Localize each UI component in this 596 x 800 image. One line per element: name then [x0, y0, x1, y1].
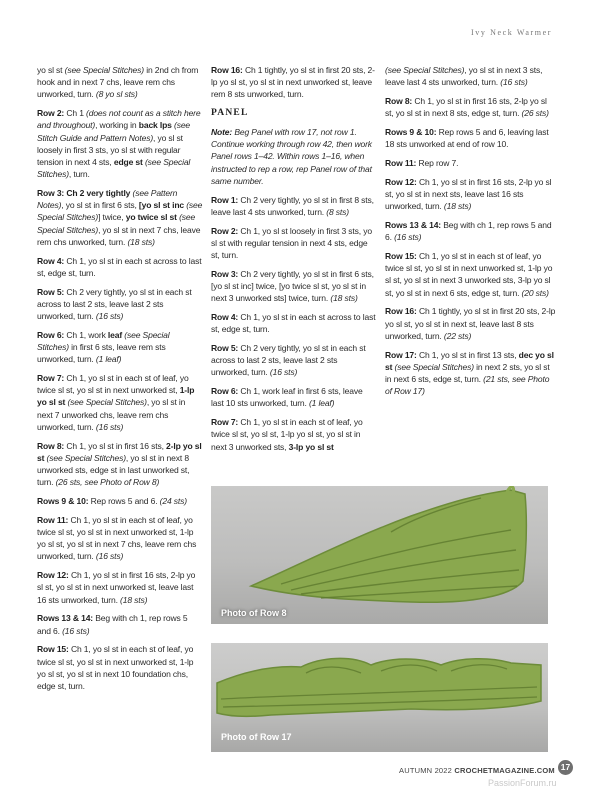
instruction-paragraph: Rows 9 & 10: Rep rows 5 and 6, leaving last 18 sts unworked at end of row 10.	[385, 127, 549, 150]
instruction-paragraph: Row 12: Ch 1, yo sl st in first 16 sts, 2-lp yo sl st, yo sl st in next unworked st, leave last 16 sts unworked, turn. (18 sts)	[37, 570, 196, 605]
instruction-paragraph: Rows 9 & 10: Rep rows 5 and 6. (24 sts)	[37, 496, 187, 507]
instruction-paragraph: Row 8: Ch 1, yo sl st in first 16 sts, 2-lp yo sl st (see Special Stitches), yo sl st in next 8 unworked sts, edge st in last unworked st, turn. (26 sts, see Photo of Row 8)	[37, 440, 202, 488]
instruction-paragraph: Row 15: Ch 1, yo sl st in each st of leaf, yo twice sl st, yo sl st in next unworked st, 1-lp yo sl st, yo sl st in next 10 foundation chs, edge st, turn.	[37, 644, 194, 692]
instruction-paragraph: Row 3: Ch 2 very tightly (see Pattern Notes), yo sl st in first 6 sts, [yo sl st inc (see Special Stitches)] twice, yo twice sl st (see Special Stitches), yo sl st in next 7 chs, leave rem chs unworked, turn. (18 sts)	[37, 188, 203, 247]
instruction-paragraph: Row 4: Ch 1, yo sl st in each st across to last st, edge st, turn.	[211, 312, 376, 335]
footer-season: AUTUMN 2022	[399, 766, 453, 775]
instruction-paragraph: Row 6: Ch 1, work leaf in first 6 sts, leave last 10 sts unworked, turn. (1 leaf)	[211, 386, 363, 409]
page-number: 17	[558, 760, 573, 775]
instruction-paragraph: Row 11: Ch 1, yo sl st in each st of leaf, yo twice sl st, yo sl st in next unworked st, 1-lp yo sl st, yo sl st in next 7 chs, leave rem chs unworked, turn. (16 sts)	[37, 514, 197, 562]
watermark: PassionForum.ru	[488, 778, 557, 788]
section-heading: PANEL	[211, 108, 249, 119]
photo-row-8-caption: Photo of Row 8	[221, 608, 287, 618]
text-column-2	[211, 64, 377, 459]
instruction-paragraph: Row 5: Ch 2 very tightly, yo sl st in each st across to last 2 sts, leave last 2 sts unworked, turn. (16 sts)	[37, 286, 192, 322]
running-header: Ivy Neck Warmer	[471, 28, 552, 37]
instruction-paragraph: Rows 13 & 14: Beg with ch 1, rep rows 5 and 6. (16 sts)	[37, 613, 188, 636]
instruction-paragraph: (see Special Stitches), yo sl st in next 3 sts, leave last 4 sts unworked, turn. (16 sts)	[385, 65, 543, 88]
photo-row-17-caption: Photo of Row 17	[221, 732, 292, 742]
instruction-paragraph: Row 1: Ch 2 very tightly, yo sl st in first 8 sts, leave last 4 sts unworked, turn. (8 sts)	[211, 194, 374, 217]
instruction-paragraph: Row 12: Ch 1, yo sl st in first 16 sts, 2-lp yo sl st, yo sl st in next sts, leave last 16 sts unworked, turn. (18 sts)	[385, 176, 552, 212]
footer-website: CROCHETMAGAZINE.COM	[454, 766, 555, 775]
instruction-paragraph: Row 4: Ch 1, yo sl st in each st across to last st, edge st, turn.	[37, 255, 202, 278]
instruction-paragraph: Row 17: Ch 1, yo sl st in first 13 sts, dec yo sl st (see Special Stitches) in next 2 sts, yo sl st in next 6 sts, edge st, turn. (21 sts, see Photo of Row 17)	[385, 349, 554, 397]
instruction-paragraph: Row 11: Rep row 7.	[385, 158, 459, 168]
instruction-paragraph: Row 7: Ch 1, yo sl st in each st of leaf, yo twice sl st, yo sl st, 1-lp yo sl st, yo sl st in next 3 unworked sts, 3-lp yo sl st	[211, 417, 363, 452]
text-column-3	[385, 64, 557, 404]
instruction-paragraph: Note: Beg Panel with row 17, not row 1. Continue working through row 42, then work Panel rows 1–42. Within rows 1–16, when instructed to rep a row, rep Panel row of that same number.	[211, 127, 372, 186]
instruction-paragraph: Row 2: Ch 1, yo sl st loosely in first 3 sts, yo sl st with regular tension in next 4 sts, edge st, turn.	[211, 225, 372, 261]
page-footer	[399, 766, 555, 775]
crochet-swatch-row8	[211, 486, 548, 624]
instruction-paragraph: Row 5: Ch 2 very tightly, yo sl st in each st across to last 2 sts, leave last 2 sts unworked, turn. (16 sts)	[211, 343, 366, 378]
instruction-paragraph: yo sl st (see Special Stitches) in 2nd ch from hook and in next 7 chs, leave rem chs unworked, turn. (8 yo sl sts)	[37, 65, 199, 100]
instruction-paragraph: Row 15: Ch 1, yo sl st in each st of leaf, yo twice sl st, yo sl st in next unworked st, 1-lp yo sl st, yo sl st in next 3 unworked sts, 3-lp yo sl st, yo sl st in next 6 sts, edge st, turn. (20 sts)	[385, 251, 553, 298]
photo-row-8	[211, 486, 548, 624]
instruction-paragraph: Row 8: Ch 1, yo sl st in first 16 sts, 2-lp yo sl st, yo sl st in next 8 sts, edge st, turn. (26 sts)	[385, 96, 549, 119]
instruction-paragraph: Rows 13 & 14: Beg with ch 1, rep rows 5 and 6. (16 sts)	[385, 220, 552, 243]
instruction-paragraph: Row 7: Ch 1, yo sl st in each st of leaf, yo twice sl st, yo sl st in next unworked st, 1-lp yo sl st (see Special Stitches), yo sl st in next 7 unworked chs, leave rem chs unworked, turn. (16 sts)	[37, 373, 195, 432]
instruction-paragraph: Row 16: Ch 1 tightly, yo sl st in first 20 sts, 2-lp yo sl st, yo sl st in next st, leave last 8 sts unworked, turn. (22 sts)	[385, 306, 556, 341]
instruction-paragraph: Row 2: Ch 1 (does not count as a stitch here and throughout), working in back lps (see Stitch Guide and Pattern Notes), yo sl st loosely in first 3 sts, yo sl st with regular tension in next 4 sts, edge st (see Special Stitches), turn.	[37, 108, 201, 180]
instruction-paragraph: Row 16: Ch 1 tightly, yo sl st in first 20 sts, 2-lp yo sl st, yo sl st in next unworked st, leave rem 8 sts unworked, turn.	[211, 65, 375, 100]
instruction-paragraph: Row 6: Ch 1, work leaf (see Special Stitches) in first 6 sts, leave rem sts unworked, turn. (1 leaf)	[37, 329, 170, 365]
crochet-swatch-row17	[211, 643, 548, 752]
instruction-paragraph: Row 3: Ch 2 very tightly, yo sl st in first 6 sts, [yo sl st inc] twice, [yo twice sl st, yo sl st in next 3 unworked sts] twice, turn. (18 sts)	[211, 268, 374, 304]
photo-row-17	[211, 643, 548, 752]
text-column-1	[37, 64, 203, 699]
